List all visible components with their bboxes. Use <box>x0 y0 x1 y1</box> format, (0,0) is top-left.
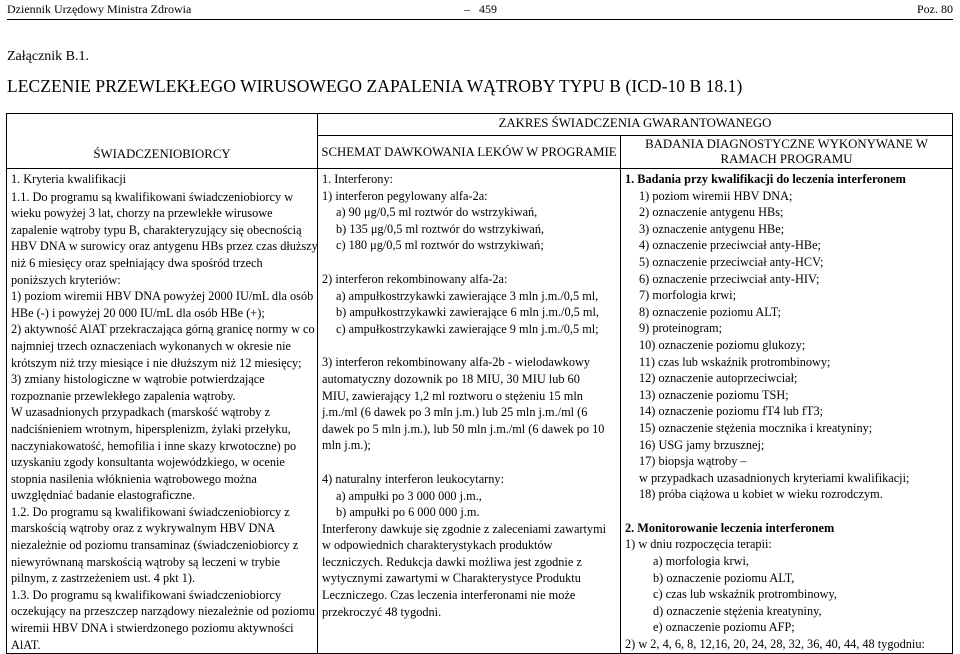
page-header <box>7 0 953 20</box>
program-table <box>6 113 953 654</box>
col1-line: marskością wątroby oraz z wykrywalnym HBV DNA <box>11 521 276 536</box>
col1-line: wiremii HBV DNA i stwierdzonego poziomu aktywności <box>11 621 294 636</box>
col3-line: 5) oznaczenie przeciwciał anty-HCV; <box>639 254 824 269</box>
col1-line: W uzasadnionych przypadkach (marskość wątroby z <box>11 405 270 420</box>
col3-line: 2) oznaczenie antygenu HBs; <box>639 205 784 220</box>
page-separator: – <box>464 2 470 16</box>
col1-line: zapalenie wątroby typu B, charakteryzujący się obecnością <box>11 222 302 237</box>
col1-line: stopnia nasilenia włóknienia wątrobowego można <box>11 471 257 486</box>
col1-line: wieku powyżej 3 lat, chorzy na przewlekłe wirusowe <box>11 206 273 221</box>
col2-line: w odpowiednich charakterystykach produktów <box>322 538 553 553</box>
col2-line: j.m./ml (6 dawek po 3 mln j.m.) lub 25 mln j.m./ml (6 <box>322 405 588 420</box>
col3-line: 14) oznaczenie poziomu fT4 lub fT3; <box>639 404 824 419</box>
col3-line: c) czas lub wskaźnik protrombinowy, <box>653 587 837 602</box>
col1-line: uwzględniać badanie elastograficzne. <box>11 488 196 503</box>
col2-line: 4) naturalny interferon leukocytarny: <box>322 471 504 486</box>
col3-line: e) oznaczenie poziomu AFP; <box>653 620 795 635</box>
col2-line: Interferony dawkuje się zgodnie z zaleceniami zawartymi <box>322 521 607 536</box>
dosage-column <box>318 169 621 654</box>
col2-header: SCHEMAT DAWKOWANIA LEKÓW W PROGRAMIE <box>318 136 621 169</box>
col2-line: 1. Interferony: <box>322 172 394 186</box>
col1-line: nadciśnieniem wrotnym, hipersplenizm, żylaki przełyku, <box>11 421 291 436</box>
publication-name: Dziennik Urzędowy Ministra Zdrowia <box>7 2 192 16</box>
col1-line: najmniej trzech oznaczeniach wykonanych w okresie nie <box>11 338 291 353</box>
col1-line: krótszym niż trzy miesiące i nie dłuższym niż 12 miesięcy; <box>11 355 302 370</box>
diagnostics-text <box>625 171 948 653</box>
col3-line: 7) morfologia krwi; <box>639 288 736 303</box>
col2-line: a) ampułki po 3 000 000 j.m., <box>336 488 482 503</box>
col2-line: wytycznymi zawartymi w Charakterystyce Produktu <box>322 571 581 586</box>
annex-label: Załącznik B.1. <box>7 49 90 64</box>
col1-line: 1. Kryteria kwalifikacji <box>11 172 127 186</box>
diagnostics-column <box>621 169 953 654</box>
col3-line: 2. Monitorowanie leczenia interferonem <box>625 520 835 535</box>
col3-line: 3) oznaczenie antygenu HBe; <box>639 221 785 236</box>
col1-line: pilnym, z zastrzeżeniem ust. 4 pkt 1). <box>11 571 196 586</box>
col3-line: 4) oznaczenie przeciwciał anty-HBe; <box>639 238 821 253</box>
col3-line: 12) oznaczenie autoprzeciwciał; <box>639 371 798 386</box>
eligibility-text <box>11 171 318 653</box>
col2-line <box>322 454 616 471</box>
col2-line <box>322 337 616 354</box>
col2-line: przekroczyć 48 tygodni. <box>322 604 442 619</box>
col1-header: ŚWIADCZENIOBIORCY <box>7 114 318 169</box>
col3-line: 2) w 2, 4, 6, 8, 12,16, 20, 24, 28, 32, 36, 40, 44, 48 tygodniu: <box>625 637 925 652</box>
document-title: LECZENIE PRZEWLEKŁEGO WIRUSOWEGO ZAPALENIA WĄTROBY TYPU B (ICD-10 B 18.1) <box>7 76 743 96</box>
col1-line: HBV DNA w surowicy oraz antygenu HBs przez czas dłuższy <box>11 239 318 254</box>
col3-line: b) oznaczenie poziomu ALT, <box>653 570 795 585</box>
col2-line <box>322 254 616 271</box>
col3-line: 17) biopsja wątroby – <box>639 454 747 469</box>
col2-line: mln j.m.); <box>322 438 371 453</box>
col2-line: c) 180 μg/0,5 ml roztwór do wstrzykiwań; <box>336 238 544 253</box>
col3-line: 16) USG jamy brzusznej; <box>639 437 765 452</box>
col3-line: 13) oznaczenie poziomu TSH; <box>639 387 789 402</box>
page-number: 459 <box>479 2 497 16</box>
col1-line: niewyrównaną marskością wątroby są leczeni w trybie <box>11 554 281 569</box>
col3-line: 6) oznaczenie przeciwciał anty-HIV; <box>639 271 820 286</box>
col1-line: 1.3. Do programu są kwalifikowani świadczeniobiorcy <box>11 587 282 602</box>
col1-line: 1.1. Do programu są kwalifikowani świadczeniobiorcy w <box>11 189 294 204</box>
col2-line: b) ampułki po 6 000 000 j.m. <box>336 505 480 520</box>
col2-line: a) ampułkostrzykawki zawierające 3 mln j.m./0,5 ml, <box>336 288 599 303</box>
col1-line: uzyskaniu zgody konsultanta wojewódzkiego, w ocenie <box>11 455 285 470</box>
col3-line: 1. Badania przy kwalifikacji do leczenia interferonem <box>625 172 906 186</box>
col2-line: 3) interferon rekombinowany alfa-2b - wielodawkowy <box>322 355 591 370</box>
col2-line: 1) interferon pegylowany alfa-2a: <box>322 188 488 203</box>
col3-line: 8) oznaczenie poziomu ALT; <box>639 304 781 319</box>
col1-line: 1.2. Do programu są kwalifikowani świadczeniobiorcy z <box>11 504 290 519</box>
col2-line: b) ampułkostrzykawki zawierające 6 mln j.m./0,5 ml, <box>336 305 599 320</box>
col3-line: 11) czas lub wskaźnik protrombinowy; <box>639 354 831 369</box>
col2-line: MIU, zawierający 1,2 ml roztworu o stężeniu 15 mln <box>322 388 583 403</box>
col1-line: HBe (-) i powyżej 20 000 IU/mL dla osób HBe (+); <box>11 305 265 320</box>
col1-line: poniższych kryteriów: <box>11 272 121 287</box>
col3-line: 15) oznaczenie stężenia mocznika i kreatyniny; <box>639 420 873 435</box>
col3-line: 1) poziom wiremii HBV DNA; <box>639 188 793 203</box>
col1-line: AlAT. <box>11 637 41 652</box>
col3-header: BADANIA DIAGNOSTYCZNE WYKONYWANE W RAMACH PROGRAMU <box>621 136 953 169</box>
col2-line: dawek po 5 mln j.m.), lub 50 mln j.m./ml (6 dawek po 10 <box>322 421 605 436</box>
position-number: Poz. 80 <box>917 2 953 16</box>
col1-line: niż 6 miesięcy oraz spełniający dwa spośród trzech <box>11 255 263 270</box>
col2-line: b) 135 μg/0,5 ml roztwór do wstrzykiwań, <box>336 221 545 236</box>
eligibility-column <box>7 169 318 654</box>
col1-line: naczyniakowatość, hemofilia i inne skazy krwotoczne) po <box>11 438 297 453</box>
col3-line: 1) w dniu rozpoczęcia terapii: <box>625 537 772 552</box>
dosage-text <box>322 171 616 620</box>
col2-line: leczniczych. Redukcja dawki możliwa jest zgodnie z <box>322 554 582 569</box>
col3-line: 10) oznaczenie poziomu glukozy; <box>639 337 806 352</box>
col3-line: 18) próba ciążowa u kobiet w wieku rozrodczym. <box>639 487 883 502</box>
col3-line: a) morfologia krwi, <box>653 554 749 569</box>
col3-line: d) oznaczenie stężenia kreatyniny, <box>653 603 822 618</box>
col3-line: w przypadkach uzasadnionych kryteriami kwalifikacji; <box>639 470 910 485</box>
col2-line: a) 90 μg/0,5 ml roztwór do wstrzykiwań, <box>336 205 538 220</box>
scope-header: ZAKRES ŚWIADCZENIA GWARANTOWANEGO <box>318 114 953 136</box>
col1-line: oczekujący na przeszczep narządowy niezależnie od poziomu <box>11 604 315 619</box>
col1-line: 1) poziom wiremii HBV DNA powyżej 2000 IU/mL dla osób <box>11 289 314 304</box>
col1-line: rozpoznanie przewlekłego zapalenia wątroby. <box>11 388 236 403</box>
col1-line: niezależnie od poziomu transaminaz (świadczeniobiorcy z <box>11 538 299 553</box>
col2-line: Leczniczego. Czas leczenia interferonami nie może <box>322 588 576 603</box>
col2-line: c) ampułkostrzykawki zawierające 9 mln j.m./0,5 ml; <box>336 321 599 336</box>
col1-line: 3) zmiany histologiczne w wątrobie potwierdzające <box>11 372 265 387</box>
col1-line: 2) aktywność AlAT przekraczająca górną granicę normy w co <box>11 322 315 337</box>
col2-line: automatyczny dozownik po 18 MIU, 30 MIU lub 60 <box>322 371 580 386</box>
col3-line <box>625 503 948 520</box>
col2-line: 2) interferon rekombinowany alfa-2a: <box>322 271 508 286</box>
col3-line: 9) proteinogram; <box>639 321 722 336</box>
